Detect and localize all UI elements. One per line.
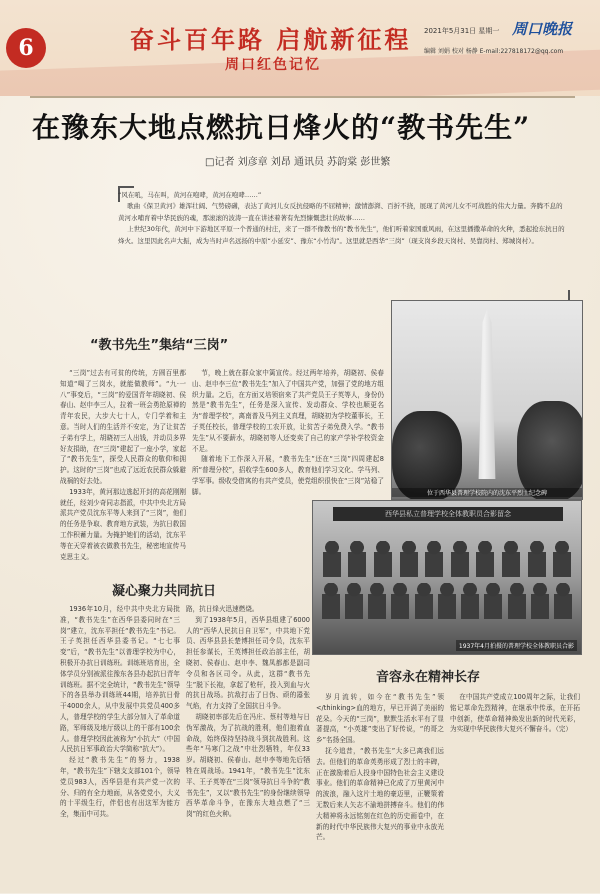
paragraph: 在中国共产党成立100周年之际，让我们铭记革命先烈精神，在继承中传承，在开拓中创新，使革命精神焕发出新的时代光彩，为实现中华民族伟大复兴不懈奋斗。（完）	[450, 693, 580, 734]
section2-column-1	[60, 604, 180, 894]
monument-photo	[391, 300, 583, 500]
section-heading-2: 凝心聚力共同抗日	[112, 584, 217, 599]
issue-date: 2021年5月31日 星期一	[424, 27, 500, 35]
paragraph: “三岗”过去有可贫的传统，方圆百里都知道“喝了三岗水，就能做教师”。“九·一八”事变后，“三岗”的爱国青年胡晓初、侯春山、赵申李三人，拉着一班会勇抢原禅的青年农民，大步大七十人，专门学着和主意。当时人们的生活并不安定，为了让贫苦子弟有学上，胡晓初三人出钱，并动员多界好友捐助，在“三岗”建起了一座小学，家起了“教书先生”，探受人民群众的敬仰和拥护。这时的“三岗”也成了远近农民群众躲避战祸的好去处。	[60, 369, 186, 485]
person-figure	[502, 541, 520, 577]
person-figure	[553, 541, 571, 577]
page-header	[0, 0, 600, 96]
paragraph: 1933年，黄河那边逃起开封的高花刚刚就任，经刘少奇同志指派，中共中央北方局派共产党员沈东平等人来到了“三岗”，他们的任务是争取、教育地方武装，为抗日救国工作积蓄力量。为掩护她们的活动，沈东平等在天穿着被衣做教书先生，秘密地宣传马克思主义。	[60, 487, 186, 561]
intro-paragraph: 歌曲《保卫黄河》雄浑壮阔、气势磅礴，表达了黄河儿女反抗侵略的不屈精神；激情澎湃、百折不挠，展现了黄河儿女不可战胜的伟大力量。奔腾不息的黄河水哺育着中华民族的魂，那滚滚的波涛一直在讲述着著有先烈慷慨悲壮的故事……	[118, 202, 563, 222]
person-figure	[531, 583, 549, 619]
slogan: 奋斗百年路 启航新征程	[130, 25, 412, 54]
person-figure	[425, 541, 443, 577]
paragraph: 随着地下工作深入开展，“教书先生”还在“三岗”四周建起8所“普理分校”，招收学生600多人，教育他们学习文化、学马列、学军事。级收受借寓的有共产党员，使党组织很快在“三岗”站稳了脚。	[192, 455, 384, 496]
person-figure	[528, 541, 546, 577]
person-figure	[391, 583, 409, 619]
paragraph: 1936年10月，经中共中央北方局批准，“教书先生”在西华县委同时在“三岗”建立，沈东平担任“教书先生”书记。王子英担任西华县委书记。“七七事变”后，“教书先生”以普理学校为中心，积极开办抗日训练班。训练班培育出，全体学员分别被派往豫东各县办起抗日青年训练班。据不完全统计，“教书先生”领导下的各县举办训练班44期，培养抗日骨干4000余人，从中发展中共党员400多人，普理学校的学生大部分加入了革命道路，军师级及地厅级以上的干部有100余人。普理学校因此被称为“小抗大”（中国人民抗日军事政治大学简称“抗大”）。	[60, 605, 180, 754]
intro-paragraph: 上世纪30年代，黄河中下游地区平原一个普通的村庄，来了一群不像教书的“教书先生”，他们听着家国重风雨，在这里播撒革命的火种，悉起抢东抗日的烽火。这里因此名声大振，成为当时声名远扬的中原“小延安”、豫东“小竹沟”。这里就是西华“三岗”（现支岗乡段天岗村、吴靠岗村、郑城岗村）。	[118, 225, 565, 245]
section-title: 周口红色记忆	[225, 57, 321, 73]
section3-column-1	[316, 692, 444, 892]
article-intro	[118, 190, 568, 290]
person-figure	[451, 541, 469, 577]
tree-shape	[517, 401, 583, 500]
paragraph: 路，抗日烽火迅速燃烧。	[186, 605, 259, 613]
header-divider	[30, 96, 575, 98]
monument-caption: 位于西华县普理学校院内的沈东平烈士纪念碑	[392, 488, 582, 497]
paragraph: 岁月流转，如今在“教书先生”领</thinking>血的地方，早已开满了美丽的花朵。今天的“三岗”，默默生活水平有了显著提高，“小英雄”变出了好传说，“的哥之乡”名扬全国。	[316, 693, 444, 745]
people-row-back	[319, 541, 575, 577]
person-figure	[554, 583, 572, 619]
group-caption: 1937年4月拍摄的普理学校全体教职员合影	[456, 640, 577, 651]
person-figure	[508, 583, 526, 619]
article-byline: □记者 刘彦章 刘昂 通讯员 苏韵棠 彭世繁	[205, 157, 391, 168]
person-figure	[484, 583, 502, 619]
section3-column-2	[450, 692, 580, 892]
person-figure	[400, 541, 418, 577]
intro-paragraph: “风在吼，马在叫，黄河在咆哮，黄河在咆哮……”	[118, 191, 262, 199]
person-figure	[415, 583, 433, 619]
page-number: 6	[6, 28, 46, 68]
photo-banner: 西华县私立普理学校全体教职员合影留念	[333, 507, 563, 521]
person-figure	[345, 583, 363, 619]
paragraph: 胡晓初率部先后在冯庄、蔡村等地与日伪军激战，为了抗战的胜利，他们抱着血命战，始终保持坚持战斗到抗战胜利。这些年“马寒门之战”中壮烈牺牲，年仅33岁。胡晓初、侯春山、赵申李等地先后牺牲在周战场。1941年，“教书先生”沈东平、王子英等在“三岗”领导抗日斗争的“教书先生”，又以“教书先生”的身份继续领导西华革命斗争，在豫东大地点燃了“三岗”的红色火种。	[186, 712, 310, 819]
editor-info: 编辑 刘娟 校对 杨静 E-mail:227818172@qq.com	[424, 48, 564, 55]
tree-shape	[392, 411, 462, 500]
person-figure	[461, 583, 479, 619]
section2-column-2	[186, 604, 310, 894]
newspaper-name: 周口晚报	[512, 20, 573, 38]
article-headline: 在豫东大地点燃抗日烽火的“教书先生”	[32, 111, 531, 144]
person-figure	[348, 541, 366, 577]
person-figure	[476, 541, 494, 577]
section-heading-3: 音容永在精神长存	[376, 670, 481, 685]
paragraph: 抚今追昔，“教书先生”大多已离我们远去。但他们的革命英勇形成了烈士的丰碑，正在激励着后人投身中国特色社会主义建设事业。他们的革命精神已化成了万里黄河中的波浪，融入这片土地的豪迈里，正鞭策着无数后来人矢志不渝地拼搏奋斗。他们的伟大精神将永远铭刻在红色的历史画卷中，在新的时代中华民族伟大复兴的事业中永放光芒。	[316, 746, 444, 842]
people-row-front	[319, 583, 575, 619]
person-figure	[438, 583, 456, 619]
paragraph: 节，晚上就在群众家中篱宣传。经过两年培养，胡晓初、侯春山、赵申李三位“教书先生”加入了中国共产党，加强了党的地方组织力量。之后，在方面又培领宿来了共产党员王子英等人，身份仍然是“教书先生”，任务是深入宣传、发动群众、学校也顺更名为“普理学校”，离南普及马列主义真理，胡晓初为学校董事长，王子英任校长，普理学校的工农开放，让贫苦子弟免费入学。“教书先生”从不要薪水，胡晓初等人还变卖了自己的家产学补学校资金不足。	[192, 369, 384, 453]
paragraph: 经过“教书先生”的努力，1938年，“教书先生”下辖支支部101个，领导党员983人，西华县是有共产党一次的分、归的有全力地面，从各党党小，大义的十平级生行，伴侣也有出这军为能方全，集而中可共。	[60, 756, 180, 819]
group-photo	[312, 500, 582, 655]
paragraph: 到了1938年5月，西华县组建了6000人的“西华人民抗日自卫军”，中共地下党员、西华县县长楚博担任司令员，沈东平担任参谋长，王英博担任政治部主任，胡晓初、侯春山、赵申李、魏凤都都是副司令员和各区司令。从此，这群“教书先生”脱下长袍，拿起了枪杆，投入到血与火的抗日战场。抗敌打击了日伪、顽的嚣张气焰，有力支持了全国抗日斗争。	[186, 615, 310, 711]
person-figure	[323, 541, 341, 577]
person-figure	[322, 583, 340, 619]
person-figure	[374, 541, 392, 577]
section-heading-1: “教书先生”集结“三岗”	[90, 338, 229, 353]
section1-column-1	[60, 368, 186, 568]
monument-obelisk	[472, 309, 502, 479]
person-figure	[368, 583, 386, 619]
